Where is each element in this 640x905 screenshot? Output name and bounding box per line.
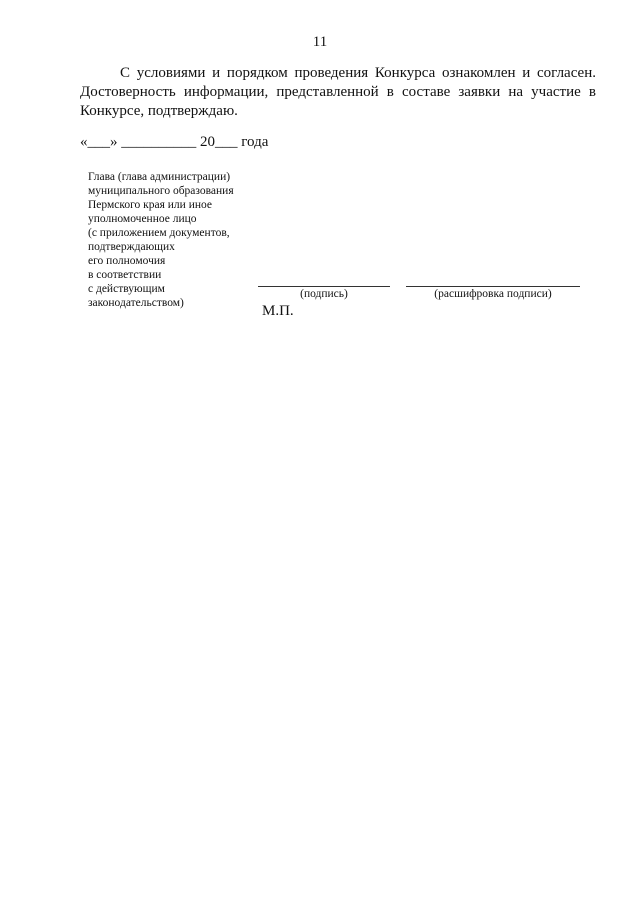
signer-line: его полномочия [88, 255, 166, 267]
signer-line: уполномоченное лицо [88, 213, 197, 225]
signer-line: (с приложением документов, [88, 227, 230, 239]
date-line: «___» __________ 20___ года [80, 134, 269, 150]
signature-caption: (подпись) [300, 288, 348, 300]
page-number: 11 [312, 34, 328, 50]
consent-statement: С условиями и порядком проведения Конкурса ознакомлен и согласен. Достоверность информации, представленной в составе заявки на участие в Конкурсе, подтверждаю. [80, 65, 596, 119]
signer-line: в соответствии [88, 269, 162, 281]
signer-line: муниципального образования [88, 185, 234, 197]
signature-underline [258, 286, 390, 287]
signer-line: с действующим [88, 283, 165, 295]
stamp-place-label: М.П. [262, 303, 294, 319]
signer-line: законодательством) [88, 297, 184, 309]
signer-line: подтверждающих [88, 241, 175, 253]
signature-decoding-underline [406, 286, 580, 287]
signer-line: Пермского края или иное [88, 199, 213, 211]
signer-line: Глава (глава администрации) [88, 171, 231, 183]
signature-decoding-caption: (расшифровка подписи) [434, 288, 552, 300]
signer-description [88, 170, 263, 310]
